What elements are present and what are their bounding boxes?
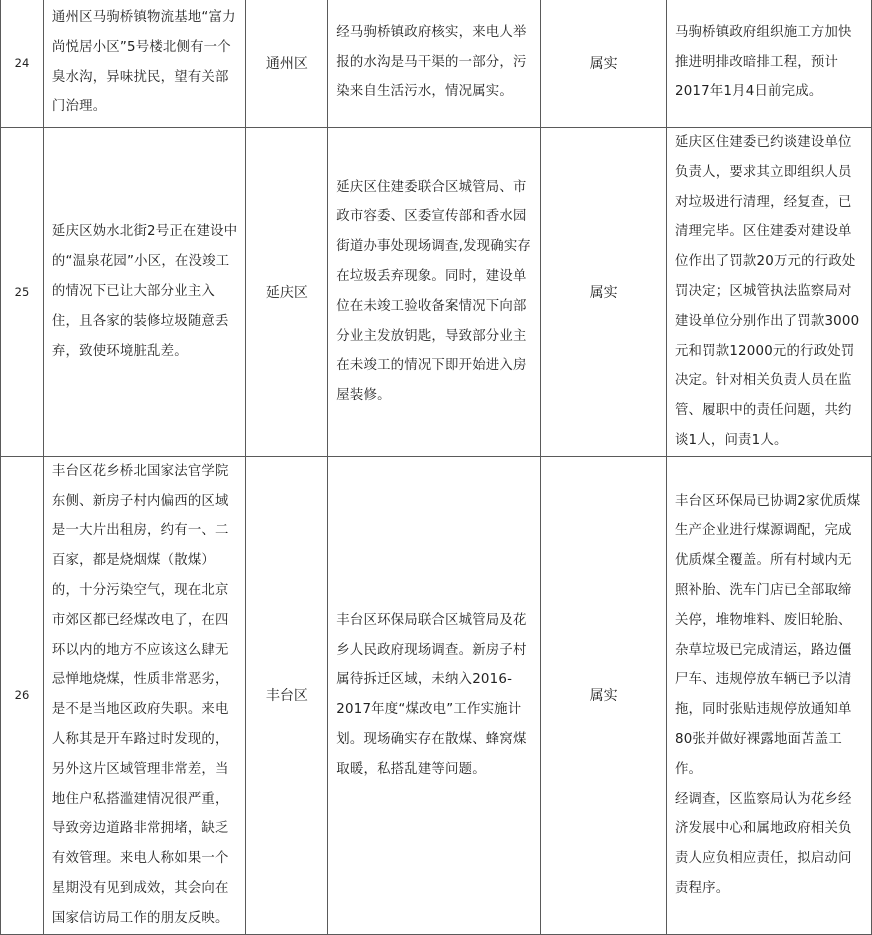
action-paragraph: 马驹桥镇政府组织施工方加快推进明排改暗排工程，预计2017年1月4日前完成。	[674, 24, 852, 100]
result-cell: 属实	[541, 0, 667, 128]
district-cell: 通州区	[246, 0, 328, 128]
findings-cell: 延庆区住建委联合区城管局、市政市容委、区委宣传部和香水园街道办事处现场调查,发现确实存在垃圾丢弃现象。同时，建设单位在未竣工验收备案情况下向部分业主发放钥匙，导致部分业主在未竣工的情况下即开始进入房屋装修。	[328, 128, 541, 457]
row-number: 24	[1, 0, 44, 128]
result-cell: 属实	[541, 128, 667, 457]
action-paragraph: 延庆区住建委已约谈建设单位负责人，要求其立即组织人员对垃圾进行清理，经复查，已清理完毕。区住建委对建设单位作出了罚款20万元的行政处罚决定；区城管执法监察局对建设单位分别作出了罚款3000元和罚款12000元的行政处罚决定。针对相关负责人员在监管、履职中的责任问题，共约谈1人，问责1人。	[674, 135, 860, 448]
action-paragraph: 经调查，区监察局认为花乡经济发展中心和属地政府相关负责人应负相应责任，拟启动问责程序。	[674, 791, 852, 896]
table-row	[1, 0, 872, 128]
actions-cell	[666, 0, 871, 128]
actions-cell	[666, 456, 871, 934]
district-cell: 丰台区	[246, 456, 328, 934]
actions-cell	[666, 128, 871, 457]
row-number: 25	[1, 128, 44, 457]
findings-cell: 丰台区环保局联合区城管局及花乡人民政府现场调查。新房子村属待拆迁区域，未纳入2016-2017年度“煤改电”工作实施计划。现场确实存在散煤、蜂窝煤取暖，私搭乱建等问题。	[328, 456, 541, 934]
complaint-cell: 延庆区妫水北街2号正在建设中的“温泉花园”小区，在没竣工的情况下已让大部分业主入住，且各家的装修垃圾随意丢弃，致使环境脏乱差。	[43, 128, 245, 457]
findings-cell: 经马驹桥镇政府核实，来电人举报的水沟是马干渠的一部分，污染来自生活污水，情况属实。	[328, 0, 541, 128]
district-cell: 延庆区	[246, 128, 328, 457]
table-row	[1, 128, 872, 457]
action-paragraph: 丰台区环保局已协调2家优质煤生产企业进行煤源调配，完成优质煤全覆盖。所有村域内无照补胎、洗车门店已全部取缔关停，堆物堆料、废旧轮胎、杂草垃圾已完成清运，路边僵尸车、违规停放车辆已予以清拖，同时张贴违规停放通知单80张并做好裸露地面苫盖工作。	[674, 493, 861, 777]
complaint-cell: 通州区马驹桥镇物流基地“富力尚悦居小区”5号楼北侧有一个臭水沟，异味扰民，望有关部门治理。	[43, 0, 245, 128]
result-cell: 属实	[541, 456, 667, 934]
row-number: 26	[1, 456, 44, 934]
table-row	[1, 456, 872, 934]
complaint-cell: 丰台区花乡桥北国家法官学院东侧、新房子村内偏西的区域是一大片出租房，约有一、二百家，都是烧烟煤（散煤）的，十分污染空气，现在北京市郊区都已经煤改电了，在四环以内的地方不应该这么肆无忌惮地烧煤，性质非常恶劣，是不是当地区政府失职。来电人称其是开车路过时发现的，另外这片区域管理非常差，当地住户私搭滥建情况很严重，导致旁边道路非常拥堵，缺乏有效管理。来电人称如果一个星期没有见到成效，其会向在国家信访局工作的朋友反映。	[43, 456, 245, 934]
